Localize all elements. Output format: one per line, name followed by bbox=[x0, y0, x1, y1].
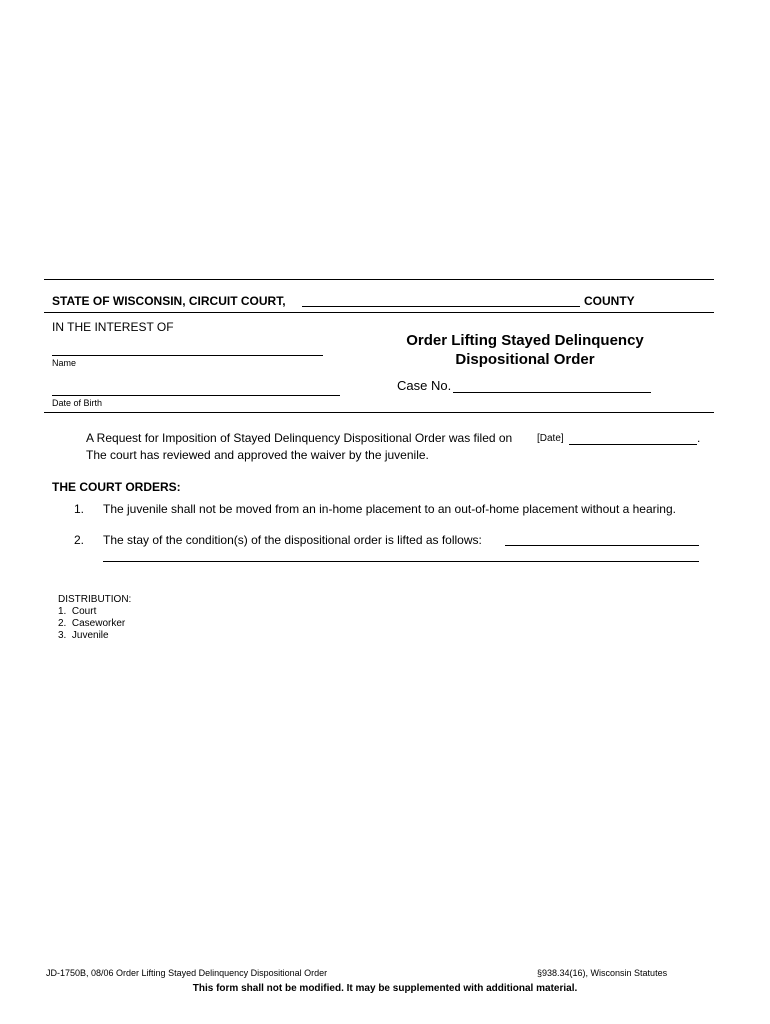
orders-heading: THE COURT ORDERS: bbox=[52, 480, 181, 494]
name-field[interactable] bbox=[52, 355, 323, 356]
distribution-heading: DISTRIBUTION: bbox=[58, 594, 132, 605]
order-number-2: 2. bbox=[74, 533, 85, 547]
distribution-item-juvenile: 3. Juvenile bbox=[58, 630, 109, 641]
footer-statute: §938.34(16), Wisconsin Statutes bbox=[537, 968, 668, 978]
county-field[interactable] bbox=[302, 306, 580, 307]
interest-label: IN THE INTEREST OF bbox=[52, 320, 174, 334]
caption-rule bbox=[44, 412, 714, 413]
date-placeholder: [Date] bbox=[537, 433, 564, 444]
filed-date-field[interactable] bbox=[569, 444, 697, 445]
order-number-1: 1. bbox=[74, 502, 85, 516]
conditions-field-line1[interactable] bbox=[505, 545, 699, 546]
dob-label: Date of Birth bbox=[52, 398, 103, 408]
distribution-item-court: 1. Court bbox=[58, 606, 97, 617]
order-text-1: The juvenile shall not be moved from an in-home placement to an out-of-home placement without a hearing. bbox=[103, 502, 676, 516]
county-label: COUNTY bbox=[584, 294, 635, 308]
request-end: . bbox=[697, 431, 701, 445]
case-label: Case No. bbox=[397, 378, 452, 393]
form-title-line1: Order Lifting Stayed Delinquency bbox=[406, 332, 644, 349]
top-rule bbox=[44, 279, 714, 280]
footer-form-id: JD-1750B, 08/06 Order Lifting Stayed Delinquency Dispositional Order bbox=[46, 968, 328, 978]
form-title-line2: Dispositional Order bbox=[455, 351, 595, 368]
dob-field[interactable] bbox=[52, 395, 340, 396]
case-number-field[interactable] bbox=[453, 392, 651, 393]
distribution-item-caseworker: 2. Caseworker bbox=[58, 618, 126, 629]
court-prefix: STATE OF WISCONSIN, CIRCUIT COURT, bbox=[52, 294, 286, 308]
waiver-text: The court has reviewed and approved the waiver by the juvenile. bbox=[86, 448, 429, 462]
header-rule bbox=[44, 312, 714, 313]
footer-notice: This form shall not be modified. It may be supplemented with additional material. bbox=[192, 983, 578, 994]
request-text: A Request for Imposition of Stayed Delinquency Dispositional Order was filed on bbox=[86, 431, 513, 445]
order-text-2: The stay of the condition(s) of the dispositional order is lifted as follows: bbox=[103, 533, 482, 547]
conditions-field-line2[interactable] bbox=[103, 561, 699, 562]
name-label: Name bbox=[52, 358, 77, 368]
